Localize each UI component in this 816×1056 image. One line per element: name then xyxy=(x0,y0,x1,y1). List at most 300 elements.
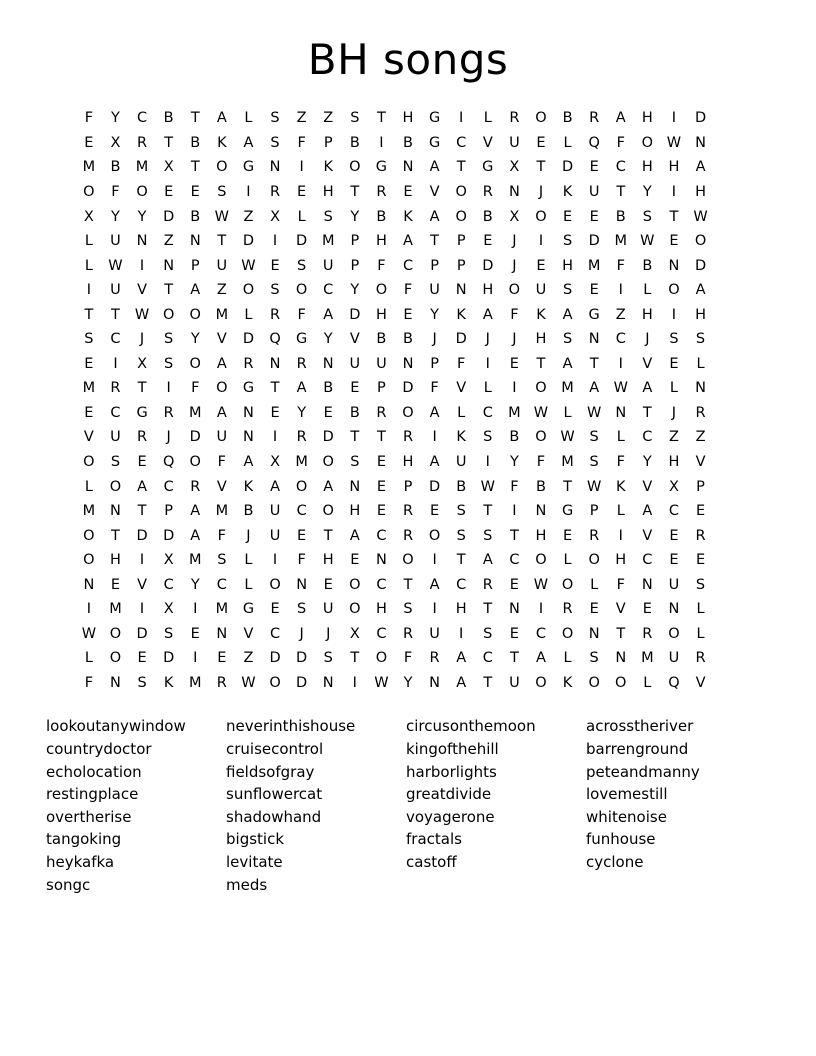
grid-cell[interactable]: A xyxy=(403,233,413,250)
grid-cell[interactable]: W xyxy=(586,478,602,495)
grid-cell[interactable]: R xyxy=(137,134,148,151)
grid-cell[interactable]: M xyxy=(508,404,521,421)
grid-cell[interactable]: T xyxy=(111,527,120,544)
grid-cell[interactable]: D xyxy=(402,380,414,397)
word-list-item[interactable]: castoff xyxy=(406,852,457,871)
grid-cell[interactable]: H xyxy=(641,110,653,127)
grid-cell[interactable]: N xyxy=(588,331,600,348)
grid-cell[interactable]: Z xyxy=(163,233,174,250)
grid-cell[interactable]: L xyxy=(483,110,492,127)
grid-cell[interactable]: E xyxy=(297,527,307,544)
grid-cell[interactable]: E xyxy=(589,282,599,299)
grid-cell[interactable]: T xyxy=(350,650,360,667)
grid-cell[interactable]: C xyxy=(642,552,653,569)
grid-cell[interactable]: I xyxy=(512,503,517,520)
grid-cell[interactable]: P xyxy=(190,257,200,274)
grid-cell[interactable]: C xyxy=(456,576,467,593)
grid-cell[interactable]: Y xyxy=(111,208,120,225)
grid-cell[interactable]: S xyxy=(483,429,493,446)
grid-cell[interactable]: D xyxy=(455,331,467,348)
grid-cell[interactable]: E xyxy=(137,650,147,667)
grid-cell[interactable]: A xyxy=(429,453,440,470)
grid-cell[interactable]: R xyxy=(482,183,493,200)
grid-cell[interactable]: A xyxy=(429,576,440,593)
grid-cell[interactable]: L xyxy=(244,576,253,593)
grid-cell[interactable]: E xyxy=(562,527,573,544)
grid-cell[interactable]: O xyxy=(322,503,334,520)
grid-cell[interactable]: M xyxy=(82,380,96,397)
grid-cell[interactable]: C xyxy=(482,404,493,421)
grid-cell[interactable]: U xyxy=(110,429,121,446)
grid-cell[interactable]: D xyxy=(429,478,441,495)
grid-cell[interactable]: C xyxy=(668,503,679,520)
grid-cell[interactable]: G xyxy=(561,503,574,520)
grid-cell[interactable]: V xyxy=(695,453,706,470)
grid-cell[interactable]: L xyxy=(244,110,253,127)
grid-cell[interactable]: L xyxy=(84,650,93,667)
grid-cell[interactable]: E xyxy=(403,183,413,200)
grid-cell[interactable]: F xyxy=(297,306,306,323)
grid-cell[interactable]: S xyxy=(217,183,227,200)
grid-cell[interactable]: O xyxy=(136,183,148,200)
grid-cell[interactable]: N xyxy=(668,601,680,618)
grid-cell[interactable]: I xyxy=(379,134,384,151)
grid-cell[interactable]: R xyxy=(243,355,254,372)
grid-cell[interactable]: M xyxy=(561,453,574,470)
grid-cell[interactable]: D xyxy=(694,257,707,274)
grid-cell[interactable]: H xyxy=(535,331,547,348)
grid-cell[interactable]: I xyxy=(485,355,490,372)
word-list-item[interactable]: shadowhand xyxy=(226,807,322,826)
grid-cell[interactable]: J xyxy=(512,257,517,274)
grid-cell[interactable]: B xyxy=(190,134,201,151)
grid-cell[interactable]: Y xyxy=(642,453,652,470)
grid-cell[interactable]: D xyxy=(163,527,175,544)
grid-cell[interactable]: U xyxy=(668,576,680,593)
grid-cell[interactable]: N xyxy=(615,650,627,667)
grid-cell[interactable]: O xyxy=(428,527,441,544)
grid-cell[interactable]: N xyxy=(508,601,520,618)
grid-cell[interactable]: O xyxy=(216,159,228,176)
word-list-item[interactable]: cyclone xyxy=(586,852,644,871)
grid-cell[interactable]: Y xyxy=(137,208,147,225)
grid-cell[interactable]: C xyxy=(376,625,387,642)
grid-cell[interactable]: M xyxy=(561,380,574,397)
grid-cell[interactable]: D xyxy=(136,625,148,642)
grid-cell[interactable]: W xyxy=(560,429,575,446)
grid-cell[interactable]: J xyxy=(645,331,650,348)
grid-cell[interactable]: S xyxy=(323,650,333,667)
grid-cell[interactable]: P xyxy=(456,233,466,250)
grid-cell[interactable]: H xyxy=(641,159,653,176)
grid-cell[interactable]: I xyxy=(618,355,623,372)
grid-cell[interactable]: A xyxy=(482,306,493,323)
grid-cell[interactable]: O xyxy=(535,380,547,397)
grid-cell[interactable]: M xyxy=(188,404,202,421)
grid-cell[interactable]: S xyxy=(642,208,652,225)
grid-cell[interactable]: A xyxy=(589,380,600,397)
grid-cell[interactable]: C xyxy=(642,429,653,446)
grid-cell[interactable]: K xyxy=(562,183,573,200)
grid-cell[interactable]: O xyxy=(295,282,308,299)
grid-cell[interactable]: T xyxy=(483,674,493,691)
grid-cell[interactable]: X xyxy=(509,208,520,225)
word-list-item[interactable]: overtherise xyxy=(46,807,132,826)
word-list-item[interactable]: voyagerone xyxy=(406,807,495,826)
grid-cell[interactable]: O xyxy=(561,576,574,593)
grid-cell[interactable]: L xyxy=(244,552,253,569)
grid-cell[interactable]: K xyxy=(243,478,254,495)
letter-grid[interactable] xyxy=(76,106,741,695)
grid-cell[interactable]: X xyxy=(110,134,121,151)
grid-cell[interactable]: O xyxy=(322,453,334,470)
grid-cell[interactable]: U xyxy=(322,257,334,274)
grid-cell[interactable]: E xyxy=(350,552,360,569)
grid-cell[interactable]: K xyxy=(217,134,227,151)
grid-cell[interactable]: O xyxy=(269,674,281,691)
grid-cell[interactable]: I xyxy=(166,380,171,397)
grid-cell[interactable]: A xyxy=(216,110,227,127)
grid-cell[interactable]: S xyxy=(350,453,360,470)
grid-cell[interactable]: S xyxy=(403,601,413,618)
grid-cell[interactable]: L xyxy=(563,552,572,569)
grid-cell[interactable]: O xyxy=(349,576,361,593)
grid-cell[interactable]: P xyxy=(377,380,386,397)
grid-cell[interactable]: W xyxy=(640,233,655,250)
grid-cell[interactable]: B xyxy=(243,503,254,520)
grid-cell[interactable]: L xyxy=(563,404,572,421)
grid-cell[interactable]: S xyxy=(270,110,280,127)
grid-cell[interactable]: E xyxy=(403,306,413,323)
grid-cell[interactable]: F xyxy=(297,552,306,569)
grid-cell[interactable]: L xyxy=(244,306,253,323)
grid-cell[interactable]: I xyxy=(432,429,437,446)
grid-cell[interactable]: V xyxy=(615,601,626,618)
grid-cell[interactable]: S xyxy=(297,257,307,274)
grid-cell[interactable]: E xyxy=(350,380,360,397)
grid-cell[interactable]: F xyxy=(616,257,625,274)
grid-cell[interactable]: B xyxy=(642,257,653,274)
word-list-item[interactable]: acrosstheriver xyxy=(586,717,694,736)
grid-cell[interactable] xyxy=(714,646,741,671)
grid-cell[interactable]: A xyxy=(456,650,467,667)
grid-cell[interactable]: A xyxy=(482,552,493,569)
grid-cell[interactable]: K xyxy=(456,429,466,446)
grid-cell[interactable]: V xyxy=(243,625,254,642)
grid-cell[interactable]: F xyxy=(510,478,519,495)
grid-cell[interactable]: S xyxy=(562,282,573,299)
grid-cell[interactable]: T xyxy=(669,208,679,225)
grid-cell[interactable]: B xyxy=(509,429,520,446)
grid-cell[interactable]: N xyxy=(110,674,121,691)
grid-cell[interactable]: O xyxy=(83,527,95,544)
grid-cell[interactable]: A xyxy=(562,306,573,323)
grid-cell[interactable]: D xyxy=(269,650,281,667)
word-list-item[interactable]: whitenoise xyxy=(586,807,667,826)
grid-cell[interactable]: R xyxy=(402,527,414,544)
grid-cell[interactable]: U xyxy=(216,429,228,446)
grid-cell[interactable]: S xyxy=(589,650,599,667)
word-list-item[interactable]: greatdivide xyxy=(406,785,492,804)
grid-cell[interactable]: A xyxy=(323,478,334,495)
word-list-item[interactable]: funhouse xyxy=(586,830,656,849)
grid-cell[interactable]: J xyxy=(326,625,331,642)
grid-cell[interactable]: S xyxy=(350,110,360,127)
grid-cell[interactable]: A xyxy=(243,453,254,470)
word-list-item[interactable]: heykafka xyxy=(46,852,115,871)
grid-cell[interactable]: E xyxy=(270,404,280,421)
grid-cell[interactable]: S xyxy=(297,601,307,618)
word-list-item[interactable]: fieldsofgray xyxy=(226,762,315,781)
grid-cell[interactable]: H xyxy=(668,453,680,470)
grid-cell[interactable]: I xyxy=(86,282,92,299)
grid-cell[interactable]: F xyxy=(457,355,466,372)
grid-cell[interactable]: T xyxy=(111,306,120,323)
grid-cell[interactable]: N xyxy=(402,355,414,372)
grid-cell[interactable]: H xyxy=(455,601,467,618)
grid-cell[interactable]: H xyxy=(615,552,627,569)
grid-cell[interactable]: I xyxy=(352,674,357,691)
grid-cell[interactable]: D xyxy=(163,650,175,667)
grid-cell[interactable]: Y xyxy=(111,110,120,127)
grid-cell[interactable]: D xyxy=(163,208,175,225)
grid-cell[interactable]: N xyxy=(668,257,680,274)
grid-cell[interactable]: P xyxy=(456,257,466,274)
grid-cell[interactable]: C xyxy=(615,331,626,348)
grid-cell[interactable]: B xyxy=(349,134,360,151)
grid-cell[interactable]: Z xyxy=(668,429,679,446)
grid-cell[interactable] xyxy=(714,352,741,377)
grid-cell[interactable]: I xyxy=(512,380,517,397)
grid-cell[interactable]: U xyxy=(349,355,361,372)
grid-cell[interactable]: T xyxy=(536,355,546,372)
grid-cell[interactable]: O xyxy=(535,208,547,225)
grid-cell[interactable]: N xyxy=(243,404,254,421)
grid-cell[interactable]: N xyxy=(243,429,254,446)
grid-cell[interactable]: U xyxy=(455,453,467,470)
grid-cell[interactable]: J xyxy=(485,331,490,348)
grid-cell[interactable]: E xyxy=(695,503,706,520)
grid-cell[interactable]: H xyxy=(322,183,334,200)
grid-cell[interactable]: O xyxy=(295,478,308,495)
grid-cell[interactable]: M xyxy=(109,601,122,618)
grid-cell[interactable]: B xyxy=(163,110,174,127)
grid-cell[interactable]: I xyxy=(193,601,198,618)
grid-cell[interactable]: N xyxy=(83,576,95,593)
grid-cell[interactable]: O xyxy=(402,552,414,569)
grid-cell[interactable]: S xyxy=(483,527,493,544)
grid-cell[interactable] xyxy=(714,229,741,254)
grid-cell[interactable]: V xyxy=(642,355,653,372)
grid-cell[interactable]: J xyxy=(139,331,145,348)
grid-cell[interactable]: H xyxy=(375,306,387,323)
grid-cell[interactable]: I xyxy=(671,183,677,200)
grid-cell[interactable]: S xyxy=(562,331,573,348)
grid-cell[interactable]: R xyxy=(110,380,121,397)
grid-cell[interactable]: R xyxy=(695,650,706,667)
grid-cell[interactable]: E xyxy=(430,503,440,520)
grid-cell[interactable]: E xyxy=(695,552,706,569)
grid-cell[interactable]: J xyxy=(246,527,251,544)
grid-cell[interactable]: A xyxy=(695,282,706,299)
grid-cell[interactable]: T xyxy=(509,650,519,667)
word-list-item[interactable]: songc xyxy=(46,875,91,894)
grid-cell[interactable]: T xyxy=(190,159,200,176)
grid-cell[interactable]: C xyxy=(402,257,414,274)
grid-cell[interactable]: I xyxy=(272,429,278,446)
grid-cell[interactable]: R xyxy=(562,601,573,618)
grid-cell[interactable]: R xyxy=(296,429,307,446)
grid-cell[interactable]: F xyxy=(616,134,625,151)
grid-cell[interactable]: O xyxy=(668,625,680,642)
grid-cell[interactable]: R xyxy=(376,183,387,200)
grid-cell[interactable]: N xyxy=(349,478,361,495)
grid-cell[interactable]: A xyxy=(642,380,653,397)
grid-cell[interactable]: A xyxy=(270,478,280,495)
grid-cell[interactable]: K xyxy=(562,674,573,691)
grid-cell[interactable]: W xyxy=(533,404,549,421)
grid-cell[interactable]: E xyxy=(536,257,546,274)
grid-cell[interactable]: K xyxy=(323,159,333,176)
grid-cell[interactable] xyxy=(714,254,741,279)
grid-cell[interactable]: T xyxy=(589,355,599,372)
grid-cell[interactable]: I xyxy=(459,110,464,127)
grid-cell[interactable] xyxy=(714,450,741,475)
grid-cell[interactable]: U xyxy=(216,257,228,274)
grid-cell[interactable] xyxy=(714,155,741,180)
grid-cell[interactable]: O xyxy=(535,110,547,127)
grid-cell[interactable]: W xyxy=(108,257,123,274)
grid-cell[interactable]: A xyxy=(216,404,227,421)
grid-cell[interactable] xyxy=(714,204,741,229)
grid-cell[interactable] xyxy=(714,622,741,647)
grid-cell[interactable]: H xyxy=(641,306,653,323)
grid-cell[interactable]: D xyxy=(588,233,600,250)
grid-cell[interactable]: M xyxy=(587,257,601,274)
grid-cell[interactable]: T xyxy=(137,503,147,520)
grid-cell[interactable]: D xyxy=(694,110,707,127)
grid-cell[interactable]: S xyxy=(270,134,280,151)
grid-cell[interactable]: V xyxy=(429,183,440,200)
grid-cell[interactable]: C xyxy=(137,110,148,127)
grid-cell[interactable]: J xyxy=(512,331,517,348)
grid-cell[interactable]: B xyxy=(323,380,334,397)
grid-cell[interactable]: Z xyxy=(216,282,227,299)
grid-cell[interactable]: G xyxy=(296,331,308,348)
grid-cell[interactable]: D xyxy=(136,527,148,544)
grid-cell[interactable]: O xyxy=(109,625,122,642)
grid-cell[interactable]: K xyxy=(615,478,626,495)
grid-cell[interactable]: S xyxy=(456,503,466,520)
grid-cell[interactable]: F xyxy=(616,453,625,470)
grid-cell[interactable]: S xyxy=(695,331,706,348)
word-list-item[interactable]: neverinthishouse xyxy=(226,717,356,736)
grid-cell[interactable]: E xyxy=(669,552,679,569)
grid-cell[interactable]: I xyxy=(538,601,544,618)
grid-cell[interactable] xyxy=(714,425,741,450)
grid-cell[interactable]: C xyxy=(376,527,387,544)
grid-cell[interactable]: X xyxy=(270,453,280,470)
grid-cell[interactable]: F xyxy=(297,134,306,151)
grid-cell[interactable]: M xyxy=(188,674,202,691)
grid-cell[interactable]: E xyxy=(642,601,652,618)
grid-cell[interactable]: Q xyxy=(162,453,175,470)
grid-cell[interactable]: Z xyxy=(323,110,334,127)
grid-cell[interactable]: Y xyxy=(403,674,413,691)
grid-cell[interactable]: C xyxy=(509,552,520,569)
grid-cell[interactable]: N xyxy=(429,674,441,691)
grid-cell[interactable]: X xyxy=(83,208,94,225)
grid-cell[interactable]: N xyxy=(296,576,308,593)
grid-cell[interactable]: L xyxy=(84,478,93,495)
grid-cell[interactable]: H xyxy=(695,183,706,200)
grid-cell[interactable] xyxy=(714,106,741,131)
grid-cell[interactable]: T xyxy=(642,404,652,421)
grid-cell[interactable]: R xyxy=(190,478,201,495)
grid-cell[interactable]: Y xyxy=(323,331,333,348)
grid-cell[interactable]: A xyxy=(190,503,201,520)
grid-cell[interactable]: P xyxy=(589,503,599,520)
grid-cell[interactable]: H xyxy=(562,257,574,274)
grid-cell[interactable]: G xyxy=(588,306,600,323)
grid-cell[interactable]: L xyxy=(696,355,705,372)
grid-cell[interactable]: A xyxy=(429,159,440,176)
grid-cell[interactable]: I xyxy=(246,183,251,200)
grid-cell[interactable] xyxy=(714,499,741,524)
grid-cell[interactable]: I xyxy=(671,110,677,127)
grid-cell[interactable]: L xyxy=(563,134,572,151)
grid-cell[interactable]: R xyxy=(509,110,520,127)
grid-cell[interactable]: F xyxy=(217,453,227,470)
grid-cell[interactable]: W xyxy=(693,208,708,225)
grid-cell[interactable]: T xyxy=(350,183,360,200)
grid-cell[interactable]: N xyxy=(322,355,334,372)
grid-cell[interactable]: N xyxy=(375,552,387,569)
grid-cell[interactable]: L xyxy=(84,257,93,274)
grid-cell[interactable]: G xyxy=(136,404,148,421)
grid-cell[interactable] xyxy=(714,524,741,549)
grid-cell[interactable]: T xyxy=(430,233,440,250)
grid-cell[interactable]: Z xyxy=(296,110,307,127)
grid-cell[interactable]: P xyxy=(164,503,174,520)
grid-cell[interactable]: S xyxy=(589,429,599,446)
grid-cell[interactable]: A xyxy=(562,355,573,372)
grid-cell[interactable]: E xyxy=(84,355,94,372)
grid-cell[interactable]: E xyxy=(669,233,679,250)
grid-cell[interactable]: E xyxy=(509,355,519,372)
grid-cell[interactable]: O xyxy=(508,282,521,299)
grid-cell[interactable]: S xyxy=(270,282,280,299)
grid-cell[interactable]: G xyxy=(242,380,255,397)
word-list-item[interactable]: cruisecontrol xyxy=(226,740,324,759)
grid-cell[interactable]: R xyxy=(642,625,653,642)
grid-cell[interactable]: H xyxy=(668,159,680,176)
grid-cell[interactable]: E xyxy=(589,601,599,618)
grid-cell[interactable]: U xyxy=(269,503,281,520)
grid-cell[interactable]: U xyxy=(110,282,121,299)
grid-cell[interactable] xyxy=(714,278,741,303)
grid-cell[interactable]: B xyxy=(403,331,413,348)
grid-cell[interactable]: V xyxy=(349,331,360,348)
grid-cell[interactable]: A xyxy=(695,159,706,176)
grid-cell[interactable]: A xyxy=(456,674,467,691)
grid-cell[interactable]: A xyxy=(323,306,334,323)
grid-cell[interactable]: S xyxy=(110,453,121,470)
grid-cell[interactable]: L xyxy=(590,576,599,593)
grid-cell[interactable]: E xyxy=(376,503,386,520)
grid-cell[interactable] xyxy=(714,597,741,622)
grid-cell[interactable]: O xyxy=(375,650,388,667)
